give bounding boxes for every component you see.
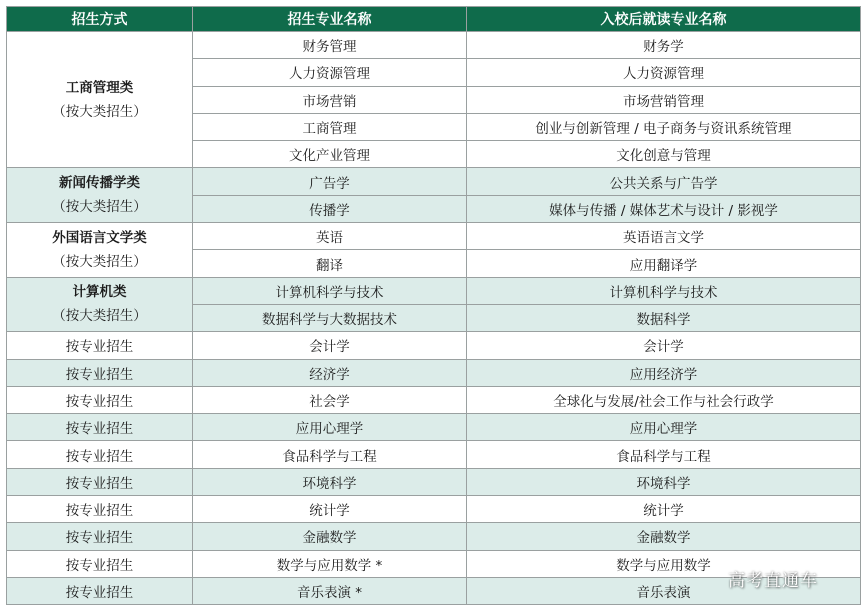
admission-method-cell xyxy=(7,550,193,577)
study-major-cell: 人力资源管理 xyxy=(467,59,861,86)
major-cell: 经济学 xyxy=(193,359,467,386)
table-row xyxy=(7,496,861,523)
table-row xyxy=(7,32,861,59)
admission-method-cell xyxy=(7,223,193,278)
study-major-cell: 应用翻译学 xyxy=(467,250,861,277)
admission-method-note: （按大类招生） xyxy=(52,199,147,216)
major-cell: 食品科学与工程 xyxy=(193,441,467,468)
watermark: 高考直通车 xyxy=(728,571,818,591)
study-major-cell: 环境科学 xyxy=(467,468,861,495)
table-row xyxy=(7,277,861,304)
admission-method: 工商管理类 xyxy=(65,79,134,96)
admission-method: 按专业招生 xyxy=(65,339,134,356)
admission-method-cell xyxy=(7,523,193,550)
admission-method: 按专业招生 xyxy=(65,394,134,410)
study-major-cell: 金融数学 xyxy=(467,523,861,550)
admission-method: 按专业招生 xyxy=(65,530,134,547)
study-major-cell: 财务学 xyxy=(467,32,861,59)
header-major: 招生专业名称 xyxy=(193,7,467,32)
study-major-cell: 市场营销管理 xyxy=(467,86,861,113)
study-major-cell: 文化创意与管理 xyxy=(467,141,861,168)
study-major-cell: 会计学 xyxy=(467,332,861,359)
admission-method-note: （按大类招生） xyxy=(52,308,147,325)
admission-method-note: （按大类招生） xyxy=(52,103,147,120)
study-major-cell: 创业与创新管理 / 电子商务与资讯系统管理 xyxy=(467,113,861,140)
study-major-cell: 公共关系与广告学 xyxy=(467,168,861,195)
admission-method-cell xyxy=(7,414,193,441)
admission-method: 外国语言文学类 xyxy=(52,229,147,246)
admission-method: 新闻传播学类 xyxy=(59,175,140,192)
major-cell: 数学与应用数学 * xyxy=(193,550,467,577)
admission-method: 按专业招生 xyxy=(65,585,134,602)
study-major-cell: 统计学 xyxy=(467,496,861,523)
major-cell: 文化产业管理 xyxy=(193,141,467,168)
study-major-cell: 数据科学 xyxy=(467,304,861,331)
header-row xyxy=(7,7,861,32)
admission-method-cell xyxy=(7,359,193,386)
table-row xyxy=(7,168,861,195)
study-major-cell: 媒体与传播 / 媒体艺术与设计 / 影视学 xyxy=(467,195,861,222)
admission-method: 按专业招生 xyxy=(65,503,134,520)
major-cell: 人力资源管理 xyxy=(193,59,467,86)
major-cell: 会计学 xyxy=(193,332,467,359)
admission-method-cell xyxy=(7,577,193,604)
major-cell: 工商管理 xyxy=(193,113,467,140)
admission-method-cell xyxy=(7,468,193,495)
table-row xyxy=(7,414,861,441)
major-cell: 环境科学 xyxy=(193,468,467,495)
table-row xyxy=(7,441,861,468)
table-row xyxy=(7,386,861,413)
admissions-table xyxy=(6,6,861,605)
major-cell: 英语 xyxy=(193,223,467,250)
admission-method-cell xyxy=(7,32,193,168)
major-cell: 统计学 xyxy=(193,496,467,523)
table-row xyxy=(7,523,861,550)
table-row xyxy=(7,332,861,359)
admission-method-cell xyxy=(7,168,193,223)
table-body xyxy=(7,32,861,605)
major-cell: 翻译 xyxy=(193,250,467,277)
major-cell: 社会学 xyxy=(193,386,467,413)
major-cell: 计算机科学与技术 xyxy=(193,277,467,304)
study-major-cell: 全球化与发展/社会工作与社会行政学 xyxy=(467,386,861,413)
major-cell: 广告学 xyxy=(193,168,467,195)
admission-method-cell xyxy=(7,441,193,468)
admission-method-cell xyxy=(7,496,193,523)
header-method: 招生方式 xyxy=(7,7,193,32)
study-major-cell: 数学与应用数学 xyxy=(467,550,861,577)
table-row xyxy=(7,223,861,250)
study-major-cell: 音乐表演 xyxy=(467,577,861,604)
study-major-cell: 英语语言文学 xyxy=(467,223,861,250)
study-major-cell: 应用经济学 xyxy=(467,359,861,386)
admission-method: 计算机类 xyxy=(72,284,127,301)
admission-method: 按专业招生 xyxy=(65,366,134,383)
admission-method: 按专业招生 xyxy=(65,421,134,438)
admission-method: 按专业招生 xyxy=(65,448,134,465)
major-cell: 财务管理 xyxy=(193,32,467,59)
major-cell: 应用心理学 xyxy=(193,414,467,441)
header-study-major: 入校后就读专业名称 xyxy=(467,7,861,32)
admission-method-note: （按大类招生） xyxy=(52,253,147,270)
major-cell: 数据科学与大数据技术 xyxy=(193,304,467,331)
admission-method-cell xyxy=(7,277,193,332)
table-row xyxy=(7,359,861,386)
admission-method-cell xyxy=(7,332,193,359)
table-row xyxy=(7,468,861,495)
study-major-cell: 食品科学与工程 xyxy=(467,441,861,468)
major-cell: 金融数学 xyxy=(193,523,467,550)
major-cell: 音乐表演 * xyxy=(193,577,467,604)
major-cell: 市场营销 xyxy=(193,86,467,113)
study-major-cell: 应用心理学 xyxy=(467,414,861,441)
admission-method: 按专业招生 xyxy=(65,475,134,492)
study-major-cell: 计算机科学与技术 xyxy=(467,277,861,304)
admission-method: 按专业招生 xyxy=(65,557,134,574)
major-cell: 传播学 xyxy=(193,195,467,222)
admission-method-cell xyxy=(7,386,193,413)
